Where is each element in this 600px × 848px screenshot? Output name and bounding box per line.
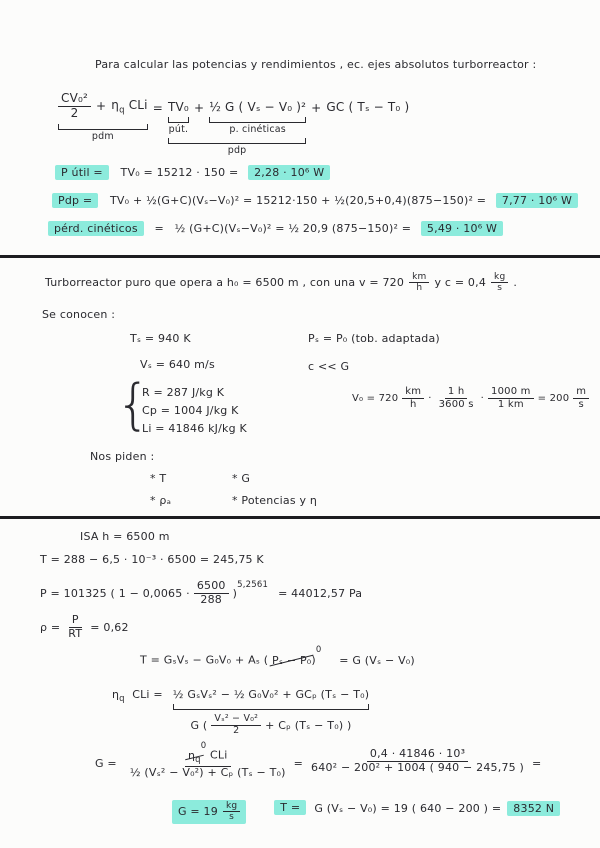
asked-item-massflow: * G	[232, 472, 251, 485]
results-line	[172, 800, 560, 824]
kgs-fraction: $\frac{kg}{s}$	[223, 801, 240, 823]
constants-block	[142, 384, 247, 438]
asked-item-powers: * Potencias y η	[232, 494, 318, 507]
v0-lead: V₀ = 720	[352, 392, 399, 404]
eta-subscript: q	[119, 104, 125, 115]
fuel-power-term	[111, 98, 147, 115]
pdp-group	[168, 92, 306, 156]
p-util-label: P útil =	[55, 165, 109, 180]
constant-cp: Cp = 1004 J/kg K	[142, 404, 239, 418]
underbrace-eta	[173, 704, 369, 710]
label-pdp: pdp	[227, 145, 247, 156]
zero-superscript: 0	[315, 645, 322, 655]
kinetic-power-term: ½ G ( Vₛ − V₀ )²	[209, 100, 307, 114]
thrust-result-value: 8352 N	[507, 801, 560, 816]
dot-operator: ·	[480, 392, 485, 404]
eta-subscript: q	[195, 754, 201, 765]
eta-symbol: η	[112, 688, 120, 701]
plus-sign: +	[96, 99, 107, 114]
section-divider	[0, 516, 600, 519]
g-lead: G =	[95, 757, 117, 770]
energy-equation	[58, 92, 409, 156]
label-kinetic: p. cinéticas	[229, 124, 286, 135]
fraction-denominator: 2	[70, 105, 79, 120]
equals-sign: =	[152, 101, 163, 115]
velocity-fraction: $\frac{\text{Vₛ² − V₀²}}{2}$	[211, 714, 261, 737]
kinetic-losses-label: pérd. cinéticos	[48, 221, 144, 236]
underbrace-pdm	[58, 124, 148, 130]
intro-text: Para calcular las potencias y rendimientos , ec. ejes absolutos turborreactor :	[95, 58, 537, 71]
close-paren: )	[311, 653, 316, 667]
given-vs: Vₛ = 640 m/s	[140, 358, 215, 371]
g-numerator: $\eta_q^0$ CLi	[185, 748, 231, 767]
p-util-row	[55, 166, 330, 179]
equals-sign: =	[532, 757, 542, 770]
pdp-label: Pdp =	[52, 193, 98, 208]
equals-sign: =	[293, 757, 304, 770]
altitude-fraction: $\frac{6500}{288}$	[194, 580, 229, 606]
bullet-star: *	[232, 494, 238, 507]
thrust-equation: T = GₛVₛ − G₀V₀ + Aₛ ( Pₛ − P₀)$^0$ = G (Vₛ − V₀)	[140, 645, 415, 667]
speed-unit-fraction: $\frac{km}{h}$	[409, 272, 429, 294]
mass-flow-equation	[95, 741, 546, 779]
dot-operator: ·	[428, 392, 432, 404]
bullet-star: *	[150, 472, 156, 485]
cli-term: CLi	[128, 97, 148, 112]
eta-cli-lead: $\eta_q$ CLi =	[112, 688, 163, 705]
constant-r: R = 287 J/kg K	[142, 386, 225, 399]
bullet-star: *	[150, 494, 156, 507]
p-util-result: 2,28 · 10⁶ W	[248, 165, 330, 180]
g-numeric-fraction: $\frac{\text{0,4 · 41846 · 10³}}{\text{640² − 200² + 1004 ( 940 − 245,75 )}}$	[311, 747, 525, 774]
label-put: pút.	[168, 124, 189, 135]
cancelled-eta	[188, 750, 201, 766]
mass-flow-result: G = 19 $\frac{kg}{s}$	[172, 800, 246, 824]
eta-subscript: q	[119, 694, 125, 705]
given-ps: Pₛ = P₀ (tob. adaptada)	[308, 332, 440, 345]
eta-symbol: η	[111, 97, 120, 112]
ram-power-fraction	[58, 92, 91, 121]
kinetic-losses-body: ½ (G+C)(Vₛ−V₀)² = ½ 20,9 (875−150)² =	[174, 222, 412, 235]
equals-sign: =	[154, 222, 164, 235]
kmh-fraction: $\frac{km}{h}$	[402, 386, 424, 410]
underbrace-pdp	[168, 138, 306, 144]
meters-km-fraction: $\frac{1000 m}{1 km}$	[488, 386, 534, 410]
eta-numerator: ½ GₛVₛ² − ½ G₀V₀² + GCₚ (Tₛ − T₀)	[172, 688, 370, 701]
pressure-result: = 44012,57 Pa	[278, 586, 363, 600]
ms-fraction: $\frac{m}{s}$	[573, 386, 589, 410]
pdm-group	[58, 92, 148, 142]
pdp-body: TV₀ + ½(G+C)(Vₛ−V₀)² = 15212·150 + ½(20,5+0,4)(875−150)² =	[110, 194, 487, 207]
v0-result: = 200	[537, 392, 570, 404]
thrust-simplified: = G (Vₛ − V₀)	[339, 653, 415, 667]
hours-seconds-fraction: $\frac{1 h}{3600 s}$	[438, 386, 474, 410]
pdp-row	[52, 194, 578, 207]
pressure-exponent: 5,2561	[237, 580, 269, 591]
zero-superscript: 0	[200, 741, 207, 751]
thrust-result-body: G (Vₛ − V₀) = 19 ( 640 − 200 ) =	[314, 802, 502, 815]
underbrace-put	[168, 117, 189, 123]
eta-grouped-form: G ( $\frac{\text{Vₛ² − V₀²}}{2}$ + Cₚ (Tₛ − T₀) )	[190, 713, 352, 736]
statement-text: Turborreactor puro que opera a h₀ = 6500 m , con una v = 720	[45, 276, 405, 290]
constant-li: Li = 41846 kJ/kg K	[142, 422, 247, 436]
isa-density-line: ρ = $\frac{P}{RT}$ = 0,62	[40, 613, 129, 640]
bullet-star: *	[232, 472, 238, 485]
thrust-power-term: TV₀	[167, 100, 189, 114]
thrust-result-label: T =	[274, 800, 306, 815]
section-divider	[0, 255, 600, 258]
density-result: = 0,62	[90, 620, 129, 634]
label-pdm: pdm	[91, 130, 114, 142]
g-symbolic-fraction: $\frac{\eta_q^0 CLi}{\text{½ (Vₛ² − V₀²) + Cₚ (Tₛ − T₀)}}$	[129, 741, 286, 779]
pdp-result: 7,77 · 10⁶ W	[496, 193, 578, 208]
v0-conversion-line	[352, 386, 593, 410]
given-ts: Tₛ = 940 K	[130, 332, 191, 345]
intro-line	[95, 58, 536, 71]
asked-item-density: * ρₐ	[150, 494, 172, 507]
kinetic-losses-row	[48, 222, 503, 235]
p-util-body: TV₀ = 15212 · 150 =	[120, 166, 239, 179]
asked-item-thrust: * T	[150, 472, 167, 485]
underbrace-kinetic	[209, 117, 306, 123]
plus-sign: +	[193, 101, 205, 115]
fraction-numerator: CV₀²	[58, 92, 91, 107]
statement-text: y c = 0,4	[434, 276, 487, 290]
curly-brace: {	[116, 373, 151, 436]
eta-symbol: η	[187, 748, 196, 762]
heat-power-term: GC ( Tₛ − T₀ )	[326, 100, 410, 114]
problem-statement-line	[45, 272, 517, 294]
se-conocen-label: Se conocen :	[42, 308, 116, 321]
fuel-energy-equation	[112, 680, 369, 737]
isa-title: ISA h = 6500 m	[80, 530, 170, 543]
density-fraction: $\frac{P}{RT}$	[68, 613, 83, 640]
consumption-unit-fraction: $\frac{kg}{s}$	[491, 272, 508, 294]
cancelled-pressure-term: Pₛ − P₀	[272, 653, 312, 667]
isa-temperature-line: T = 288 − 6,5 · 10⁻³ · 6500 = 245,75 K	[40, 553, 264, 566]
close-paren: )	[232, 586, 238, 600]
isa-pressure-line: P = 101325 ( 1 − 0,0065 · $\frac{6500}{288}$ ) $^{5,2561}$ = 44012,57 Pa	[40, 579, 363, 606]
kinetic-losses-result: 5,49 · 10⁶ W	[421, 221, 503, 236]
given-c: c << G	[308, 360, 350, 373]
statement-text: .	[513, 276, 518, 290]
plus-sign: +	[311, 101, 322, 115]
nos-piden-label: Nos piden :	[90, 450, 155, 463]
eta-rhs-group	[173, 680, 369, 737]
